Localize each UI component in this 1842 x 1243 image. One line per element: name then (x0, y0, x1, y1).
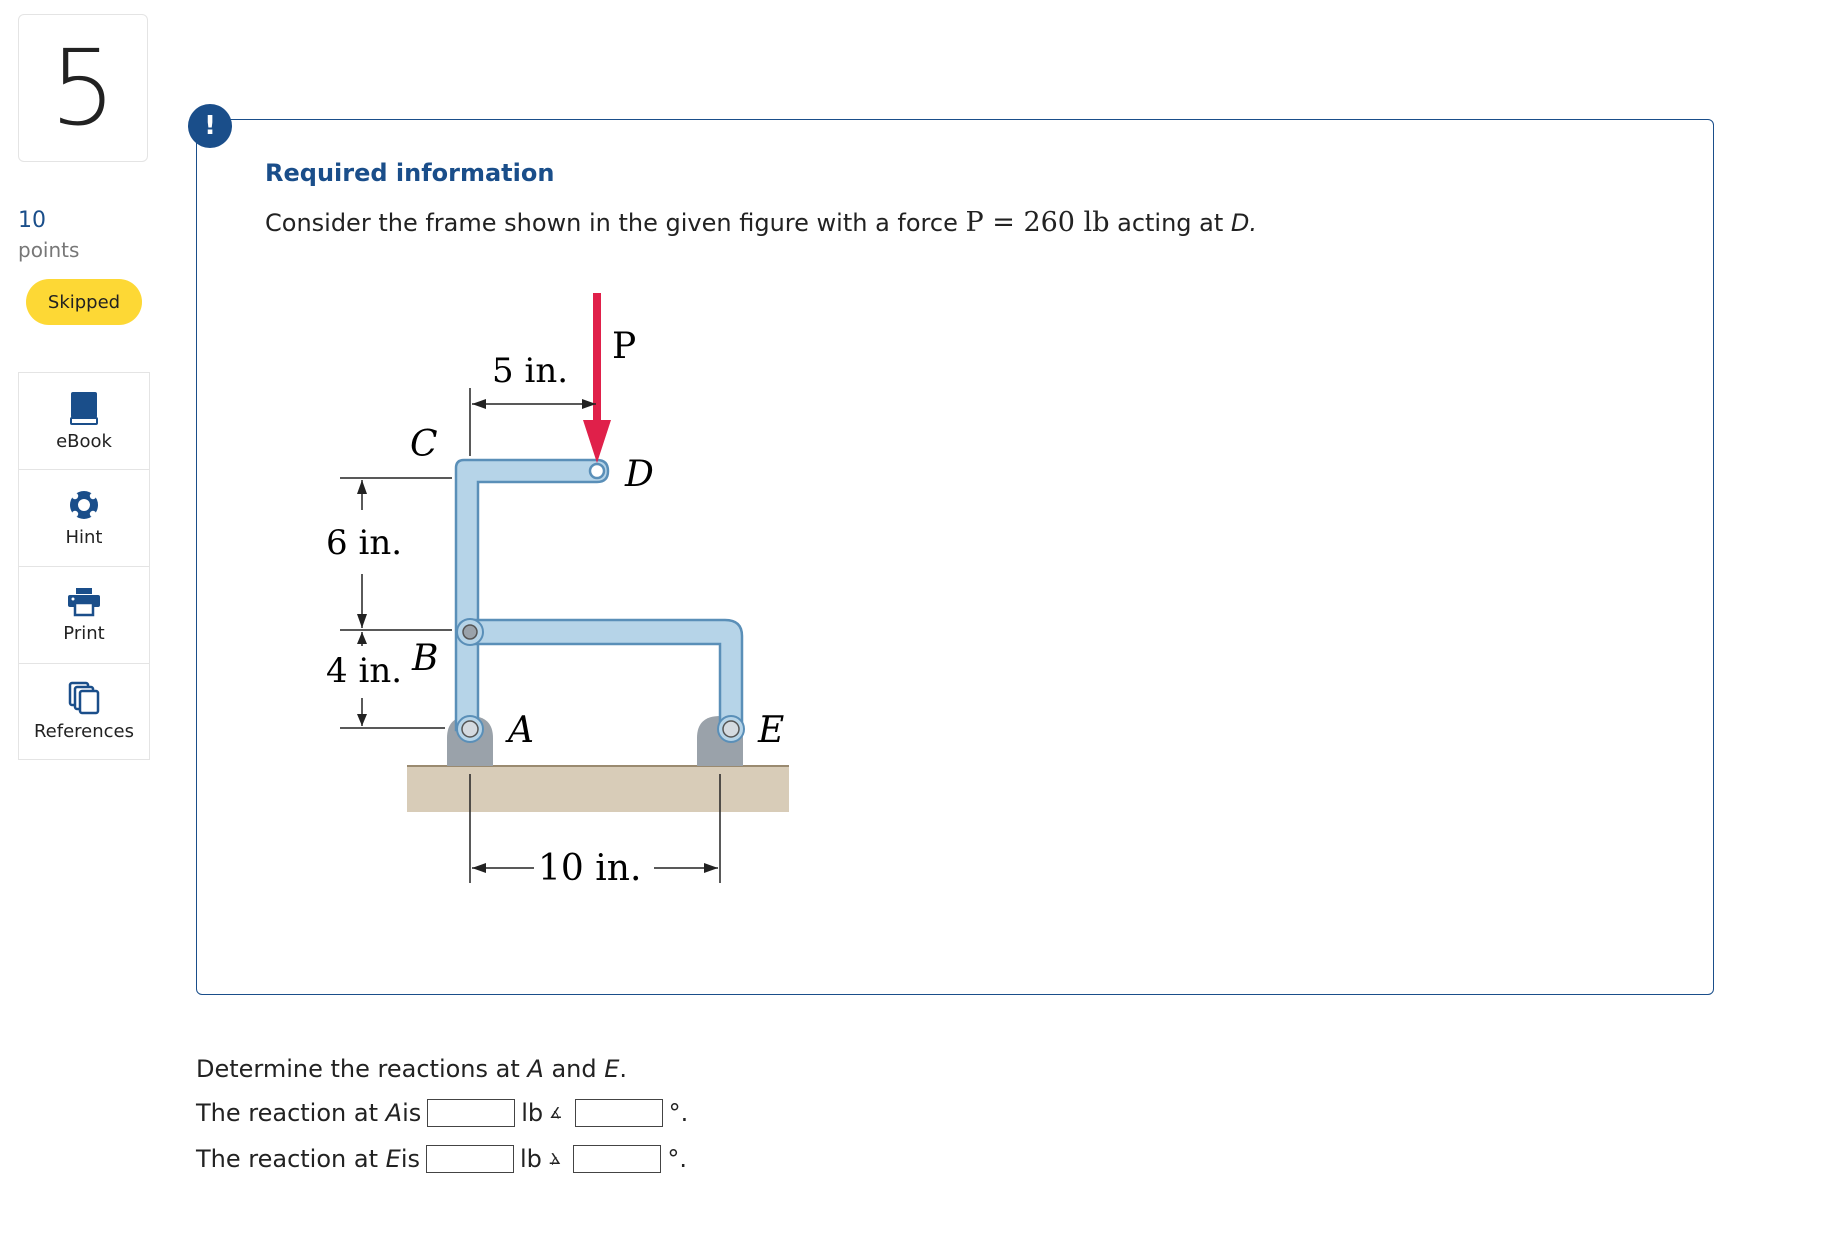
ground (407, 766, 789, 812)
answer-a-suffix: is (402, 1099, 422, 1127)
references-label: References (33, 721, 135, 742)
reaction-e-angle-input[interactable] (573, 1145, 661, 1173)
force-arrow (583, 420, 611, 463)
print-button[interactable] (18, 566, 150, 663)
label-force: P (612, 326, 637, 367)
book-icon (69, 391, 99, 425)
answer-row-e (196, 1145, 687, 1173)
status-badge: Skipped (26, 279, 142, 325)
answer-e-point: E (385, 1145, 401, 1173)
points-value: 10 (18, 208, 46, 233)
label-point-b: B (412, 638, 439, 679)
reaction-a-magnitude-input[interactable] (427, 1099, 515, 1127)
prompt-text: Determine the reactions at (196, 1055, 528, 1083)
question-number: 5 (18, 14, 148, 162)
answer-e-unit: lb (519, 1145, 542, 1173)
print-label: Print (63, 622, 105, 644)
answer-e-suffix: is (400, 1145, 420, 1173)
answer-e-prefix: The reaction at (196, 1145, 378, 1173)
prompt-point-a: A (527, 1055, 544, 1083)
required-info-title: Required information (265, 159, 555, 187)
member-be (458, 620, 742, 730)
point-d-ref: D. (1230, 209, 1258, 237)
tool-panel (18, 372, 150, 760)
reaction-a-angle-input[interactable] (575, 1099, 663, 1127)
printer-icon (67, 587, 101, 617)
answer-a-unit: lb (521, 1099, 544, 1127)
member-acd (456, 460, 608, 730)
prompt-point-e: E (604, 1055, 620, 1083)
answer-a-point: A (385, 1099, 403, 1127)
label-dim-left-lower: 4 in. (326, 651, 403, 691)
ebook-label: eBook (56, 430, 112, 452)
hint-button[interactable] (18, 469, 150, 566)
label-dim-top: 5 in. (492, 351, 569, 391)
answer-a-degree: °. (668, 1099, 689, 1127)
hint-label: Hint (65, 526, 103, 548)
answer-a-prefix: The reaction at (196, 1099, 378, 1127)
frame-figure (310, 278, 830, 898)
label-point-d: D (625, 454, 654, 495)
force-expression: P = 260 lb (965, 207, 1110, 238)
references-button[interactable] (18, 663, 150, 760)
lifebuoy-icon (68, 489, 100, 521)
label-dim-bottom: 10 in. (538, 848, 642, 889)
reaction-e-magnitude-input[interactable] (426, 1145, 514, 1173)
label-point-c: C (410, 424, 438, 465)
label-point-e: E (758, 710, 785, 751)
angle-icon: ∡ (549, 1104, 563, 1122)
alert-icon: ! (188, 104, 232, 148)
answer-e-degree: °. (667, 1145, 687, 1173)
ebook-button[interactable] (18, 372, 150, 469)
angle-icon: ∡ (547, 1150, 562, 1168)
question-prompt (196, 1055, 627, 1083)
problem-statement (265, 207, 1257, 238)
answer-row-a (196, 1099, 688, 1127)
pin-d (590, 464, 604, 478)
prompt-and: and (543, 1055, 605, 1083)
copy-icon (68, 681, 100, 715)
label-point-a: A (508, 710, 534, 751)
intro-text-after: acting at (1109, 209, 1231, 237)
points-label: points (18, 238, 80, 262)
prompt-end: . (619, 1055, 628, 1083)
label-dim-left-upper: 6 in. (326, 523, 403, 563)
intro-text: Consider the frame shown in the given figure with a force (265, 209, 966, 237)
